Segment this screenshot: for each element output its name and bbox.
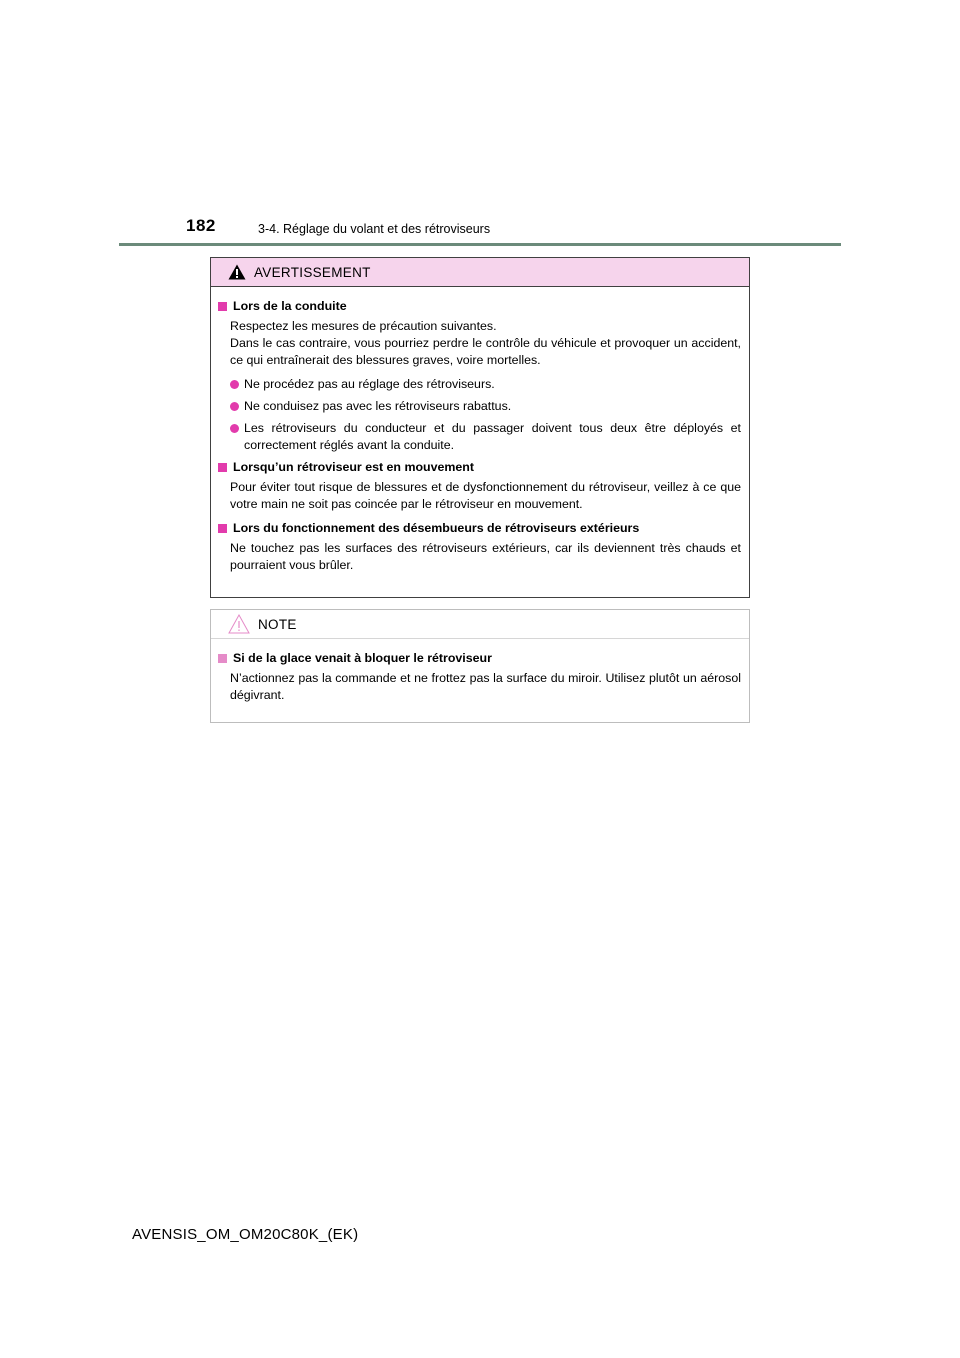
warning-bullet: Ne procédez pas au réglage des rétroviseurs. <box>218 376 741 393</box>
note-box <box>210 609 750 723</box>
warning-section-title: Lors de la conduite <box>218 298 741 315</box>
note-header <box>211 610 749 639</box>
square-bullet-icon <box>218 463 227 472</box>
note-title: NOTE <box>258 616 297 632</box>
warning-body <box>211 287 749 574</box>
warning-section-title: Lors du fonctionnement des désembueurs de rétroviseurs extérieurs <box>218 520 741 537</box>
warning-paragraph: Pour éviter tout risque de blessures et de dysfonctionnement du rétroviseur, veillez à ce que votre main ne soit pas coincée par le rétroviseur en mouvement. <box>230 480 741 511</box>
warning-bullet: Les rétroviseurs du conducteur et du passager doivent tous deux être déployés et correctement réglés avant la conduite. <box>218 420 741 454</box>
warning-box <box>210 257 750 598</box>
round-bullet-icon <box>230 424 239 433</box>
square-bullet-icon <box>218 302 227 311</box>
page-number: 182 <box>186 216 216 235</box>
warning-header <box>211 258 749 287</box>
note-body <box>211 639 749 704</box>
square-bullet-icon <box>218 654 227 663</box>
warning-paragraph: Respectez les mesures de précaution suivantes. Dans le cas contraire, vous pourriez perdre le contrôle du véhicule et provoquer un accident, ce qui entraînerait des blessures graves, voire mortelles. <box>230 319 741 367</box>
warning-paragraph: Ne touchez pas les surfaces des rétroviseurs extérieurs, car ils deviennent très chauds et pourraient vous brûler. <box>230 541 741 572</box>
warning-triangle-icon <box>228 264 246 280</box>
round-bullet-icon <box>230 380 239 389</box>
round-bullet-icon <box>230 402 239 411</box>
warning-section-title: Lorsqu’un rétroviseur est en mouvement <box>218 459 741 476</box>
warning-bullet: Ne conduisez pas avec les rétroviseurs rabattus. <box>218 398 741 415</box>
warning-title: AVERTISSEMENT <box>254 264 371 280</box>
caution-triangle-outline-icon <box>228 614 250 634</box>
square-bullet-icon <box>218 524 227 533</box>
section-title: 3-4. Réglage du volant et des rétroviseurs <box>258 222 491 236</box>
note-section-title: Si de la glace venait à bloquer le rétroviseur <box>218 650 741 667</box>
header-divider <box>119 243 841 246</box>
footer-document-code: AVENSIS_OM_OM20C80K_(EK) <box>132 1226 359 1243</box>
note-paragraph: N’actionnez pas la commande et ne frottez pas la surface du miroir. Utilisez plutôt un aérosol dégivrant. <box>230 671 741 702</box>
